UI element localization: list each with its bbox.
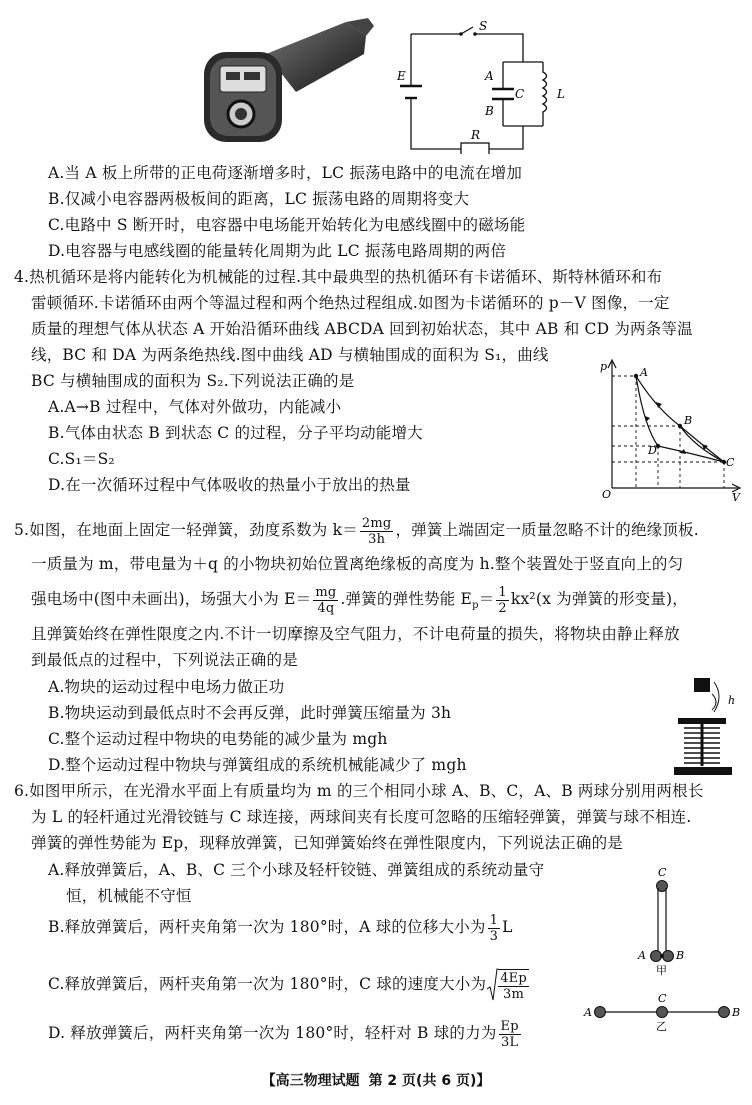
e-denominator: 4q <box>317 600 335 616</box>
half-fraction <box>496 585 508 616</box>
carnot-pv-graph <box>594 356 744 502</box>
q5-option-a: A.物块的运动过程中电场力做正功 <box>48 678 285 696</box>
resistor-label: R <box>471 128 481 142</box>
fig-yi-c-label: C <box>658 992 667 1005</box>
fig-jia-c-label: C <box>658 866 667 879</box>
fig-jia-a-label: A <box>638 949 646 962</box>
q6-option-b <box>48 912 513 944</box>
q5-stem-line-2: 一质量为 m，带电量为＋q 的小物块初始位置离绝缘板的高度为 h.整个装置处于竖直向上的匀 <box>31 555 684 573</box>
sqrt-fraction <box>498 969 529 1002</box>
q4-stem-line-1: 4.热机循环是将内能转化为机械能的过程.其中最典型的热机循环有卡诺循环、斯特林循环和布 <box>14 268 663 286</box>
state-c-label: C <box>726 456 735 469</box>
footer-page-number: 第 2 页(共 6 页)】 <box>368 1073 491 1089</box>
q6-stem-line-1: 6.如图甲所示，在光滑水平面上有质量均为 m 的三个相同小球 A、B、C，A、B 两球分别用两根长 <box>14 782 704 800</box>
fig-jia-b-label: B <box>676 949 685 962</box>
q3-option-b: B.仅减小电容器两极板间的距离，LC 振荡电路的周期将变大 <box>48 190 470 208</box>
lc-circuit-diagram <box>395 14 570 154</box>
three-ball-rod-figure <box>582 866 748 1036</box>
q6-stem-line-3: 弹簧的弹性势能为 Ep，现释放弹簧，已知弹簧始终在弹性限度内，下列说法正确的是 <box>31 834 623 852</box>
q5-line3-eq: ＝ <box>478 590 495 608</box>
force-fraction <box>499 1019 521 1050</box>
v-axis-label: V <box>732 491 740 502</box>
spring-block-figure <box>672 674 748 778</box>
ep-subscript: p <box>472 600 479 612</box>
fig-yi-b-label: B <box>732 1006 741 1019</box>
q5-line3-pre: 强电场中(图中未画出)，场强大小为 E＝ <box>31 590 312 608</box>
q6-option-a-line-2: 恒，机械能不守恒 <box>66 887 192 905</box>
q5-stem-line-1 <box>14 515 699 547</box>
q5-option-d: D.整个运动过程中物块与弹簧组成的系统机械能减少了 mgh <box>48 756 467 774</box>
q6-option-a-line-1: A.释放弹簧后，A、B、C 三个小球及轻杆铰链、弹簧组成的系统动量守 <box>48 861 545 879</box>
page-footer <box>0 1070 752 1090</box>
half-denominator: 2 <box>498 600 507 616</box>
plate-b-label: B <box>485 104 494 118</box>
q5-line1-post: ，弹簧上端固定一质量忽略不计的绝缘顶板. <box>395 521 699 539</box>
emf-label: E <box>397 69 406 83</box>
k-numerator: 2mg <box>361 515 392 531</box>
q3-option-c: C.电路中 S 断开时，电容器中电场能开始转化为电感线圈中的磁场能 <box>48 216 526 234</box>
e-numerator: mg <box>315 584 337 600</box>
k-denominator: 3h <box>368 531 386 547</box>
footer-subject: 【高三物理试题 <box>261 1073 360 1089</box>
q5-option-c: C.整个运动过程中物块的电势能的减少量为 mgh <box>48 730 388 748</box>
sqrt-sign-icon <box>486 967 498 1003</box>
q4-option-c: C.S₁＝S₂ <box>48 450 115 468</box>
q5-stem-line-3 <box>31 584 688 621</box>
q4-option-d: D.在一次循环过程中气体吸收的热量小于放出的热量 <box>48 476 411 494</box>
q6-option-c-text: C.释放弹簧后，两杆夹角第一次为 180°时，C 球的速度大小为 <box>48 975 487 993</box>
capacitor-label: C <box>515 87 525 101</box>
origin-label: O <box>602 488 612 501</box>
q5-stem-line-4: 且弹簧始终在弹性限度之内.不计一切摩擦及空气阻力，不计电荷量的损失，将物块由静止释放 <box>31 625 680 643</box>
p-axis-label: p <box>600 360 608 373</box>
plate-a-label: A <box>485 69 494 83</box>
q3-option-d: D.电容器与电感线圈的能量转化周期为此 LC 振荡电路周期的两倍 <box>48 242 507 260</box>
sqrt-expression <box>486 967 531 1003</box>
inductor-label: L <box>557 87 565 101</box>
c-numerator: 4Ep <box>500 970 527 986</box>
q6-option-c <box>48 967 531 1003</box>
state-a-label: A <box>640 366 648 379</box>
half-numerator: 1 <box>498 584 507 600</box>
q5-line1-pre: 5.如图，在地面上固定一轻弹簧，劲度系数为 k＝ <box>14 521 358 539</box>
b-denominator: 3 <box>489 928 499 944</box>
one-third-fraction <box>488 913 500 944</box>
q4-stem-line-2: 雷顿循环.卡诺循环由两个等温过程和两个绝热过程组成.如图为卡诺循环的 p－V 图像，一定 <box>31 294 670 312</box>
device-photo-image <box>196 14 376 154</box>
height-label: h <box>728 694 736 707</box>
q6-option-d-text: D. 释放弹簧后，两杆夹角第一次为 180°时，轻杆对 B 球的力为 <box>48 1024 497 1042</box>
d-numerator: Ep <box>500 1018 519 1034</box>
switch-label: S <box>479 19 488 33</box>
q4-stem-line-5: BC 与横轴围成的面积为 S₂.下列说法正确的是 <box>31 372 355 390</box>
q3-option-a: A.当 A 板上所带的正电荷逐渐增多时，LC 振荡电路中的电流在增加 <box>48 164 523 182</box>
q4-option-a: A.A→B 过程中，气体对外做功，内能减小 <box>48 398 342 416</box>
q6-option-d <box>48 1018 523 1050</box>
fig-jia-caption: 甲 <box>656 964 667 977</box>
state-b-label: B <box>684 414 693 427</box>
q5-option-b: B.物块运动到最低点时不会再反弹，此时弹簧压缩量为 3h <box>48 704 452 722</box>
q5-stem-line-5: 到最低点的过程中，下列说法正确的是 <box>31 651 298 669</box>
c-denominator: 3m <box>503 986 525 1002</box>
state-d-label: D <box>648 444 657 457</box>
q5-line3-post: kx²(x 为弹簧的形变量)， <box>510 590 688 608</box>
field-strength-fraction <box>313 585 338 616</box>
q6-stem-line-2: 为 L 的轻杆通过光滑铰链与 C 球连接，两球间夹有长度可忽略的压缩轻弹簧，弹簧与球不相连. <box>31 808 692 826</box>
q5-line3-mid: .弹簧的弹性势能 E <box>340 590 473 608</box>
b-numerator: 1 <box>489 912 499 928</box>
d-denominator: 3L <box>501 1034 519 1050</box>
spring-constant-fraction <box>360 516 394 547</box>
fig-yi-a-label: A <box>584 1006 592 1019</box>
q4-stem-line-4: 线，BC 和 DA 为两条绝热线.图中曲线 AD 与横轴围成的面积为 S₁，曲线 <box>31 346 549 364</box>
q4-stem-line-3: 质量的理想气体从状态 A 开始沿循环曲线 ABCDA 回到初始状态，其中 AB 和 CD 为两条等温 <box>31 320 693 338</box>
q6-option-b-text: B.释放弹簧后，两杆夹角第一次为 180°时，A 球的位移大小为 <box>48 918 486 936</box>
q4-option-b: B.气体由状态 B 到状态 C 的过程，分子平均动能增大 <box>48 424 423 442</box>
q6-option-b-unit: L <box>502 918 513 936</box>
fig-yi-caption: 乙 <box>656 1020 667 1033</box>
